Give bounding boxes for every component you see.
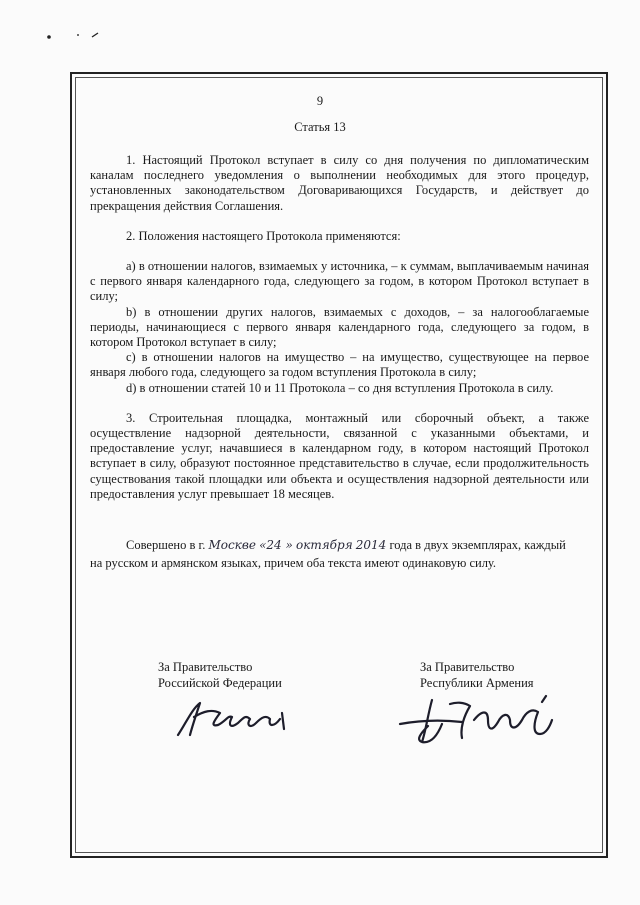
paragraph-2-intro: 2. Положения настоящего Протокола применяются: xyxy=(126,228,401,243)
completion-statement xyxy=(90,536,589,572)
signatory-armenia-line-1: За Правительство xyxy=(420,660,515,674)
spacer xyxy=(90,396,589,411)
article-title: Статья 13 xyxy=(294,120,346,134)
signatory-russia xyxy=(158,660,282,691)
completion-line-1 xyxy=(90,536,589,554)
handwritten-year: 2014 xyxy=(355,538,387,552)
spacer xyxy=(90,214,589,229)
signatory-armenia xyxy=(420,660,534,691)
completion-line-2: на русском и армянском языках, причем оба текста имеют одинаковую силу. xyxy=(90,556,497,570)
scan-specks xyxy=(40,28,110,42)
paragraph-2-item-a: а) в отношении налогов, взимаемых у источника, – к суммам, выплачиваемым начиная с первого января календарного года, следующего за годом, в котором Протокол вступает в силу; xyxy=(90,259,589,304)
handwritten-city: Москве xyxy=(208,538,256,552)
page-number: 9 xyxy=(316,94,324,108)
spacer xyxy=(90,244,589,259)
paragraph-2-item-c: c) в отношении налогов на имущество – на имущество, существующее на первое января любого года, следующего за годом вступления Протокола в силу; xyxy=(90,350,589,380)
signatory-armenia-line-2: Республики Армения xyxy=(420,675,534,690)
signature-russia xyxy=(170,695,300,741)
handwritten-day: «24 » xyxy=(259,538,293,552)
signatory-russia-line-2: Российской Федерации xyxy=(158,675,282,690)
completion-prefix: Совершено в г. xyxy=(126,538,206,552)
completion-suffix: года в двух экземплярах, каждый xyxy=(389,538,566,552)
paragraph-1: 1. Настоящий Протокол вступает в силу со дня получения по дипломатическим каналам последнего уведомления о выполнении необходимых для этого процедур, установленных законодательством Договаривающихся Государств, и действует до прекращения действия Соглашения. xyxy=(90,153,589,213)
paragraph-2-item-b: b) в отношении других налогов, взимаемых с доходов, – за налогооблагаемые периоды, начинающиеся с первого января календарного года, следующего за годом, в котором Протокол вступает в силу; xyxy=(90,304,589,350)
article-body xyxy=(90,153,589,502)
paragraph-2-item-d: d) в отношении статей 10 и 11 Протокола – со дня вступления Протокола в силу. xyxy=(126,380,554,395)
handwritten-month: октября xyxy=(295,538,353,552)
signature-armenia xyxy=(392,690,562,750)
paragraph-3: 3. Строительная площадка, монтажный или сборочный объект, а также осуществление надзорной деятельности, связанной с указанными объектами, и предоставление услуг, начавшиеся в календарном году, в котором настоящий Протокол вступает в силу, образуют постоянное представительство в случае, если продолжительность существования такой площадки или объекта и осуществления надзорной деятельности или предоставления услуг превышает 18 месяцев. xyxy=(90,410,589,501)
signatory-russia-line-1: За Правительство xyxy=(158,660,253,674)
